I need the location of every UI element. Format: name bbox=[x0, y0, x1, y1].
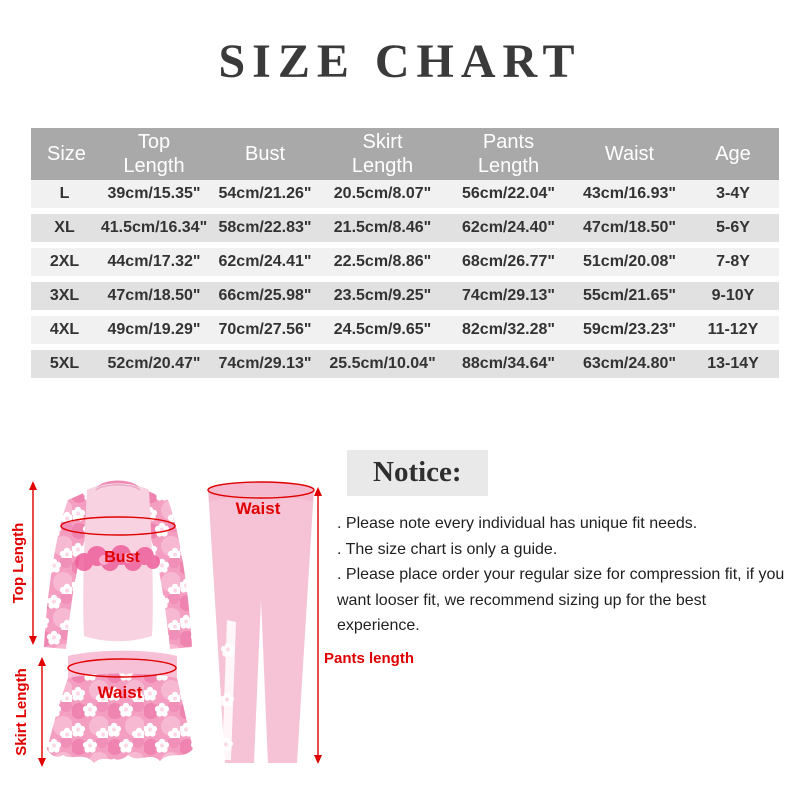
table-cell: 13-14Y bbox=[687, 350, 779, 384]
table-cell: 24.5cm/9.65" bbox=[320, 316, 445, 350]
table-cell: 74cm/29.13" bbox=[210, 350, 320, 384]
notice-section bbox=[337, 450, 793, 639]
header-row bbox=[31, 128, 779, 180]
table-cell: 49cm/19.29" bbox=[98, 316, 210, 350]
bust-label: Bust bbox=[104, 549, 140, 566]
table-cell: L bbox=[31, 180, 98, 214]
table-cell: 25.5cm/10.04" bbox=[320, 350, 445, 384]
skirt-waist-label: Waist bbox=[97, 683, 143, 702]
table-cell: 3XL bbox=[31, 282, 98, 316]
table-cell: 62cm/24.41" bbox=[210, 248, 320, 282]
notice-item: . Please place order your regular size for compression fit, if you want looser fit, we recommend sizing up for the best experience. bbox=[337, 566, 785, 634]
notice-body bbox=[337, 511, 793, 639]
table-row bbox=[31, 316, 779, 350]
pants-waist-label: Waist bbox=[235, 499, 281, 518]
table-cell: 56cm/22.04" bbox=[445, 180, 572, 214]
top-length-label: Top Length bbox=[10, 522, 27, 604]
table-cell: 21.5cm/8.46" bbox=[320, 214, 445, 248]
skirt-image bbox=[47, 651, 193, 763]
table-cell: 2XL bbox=[31, 248, 98, 282]
top-right-sleeve bbox=[148, 491, 192, 649]
table-row bbox=[31, 350, 779, 384]
table-cell: 11-12Y bbox=[687, 316, 779, 350]
skirt-length-label: Skirt Length bbox=[13, 668, 30, 756]
col-header-top-length: Top Length bbox=[98, 128, 210, 180]
table-cell: 68cm/26.77" bbox=[445, 248, 572, 282]
table-cell: XL bbox=[31, 214, 98, 248]
table-cell: 41.5cm/16.34" bbox=[98, 214, 210, 248]
table-cell: 52cm/20.47" bbox=[98, 350, 210, 384]
table-cell: 74cm/29.13" bbox=[445, 282, 572, 316]
table-cell: 5-6Y bbox=[687, 214, 779, 248]
notice-heading: Notice: bbox=[347, 450, 488, 496]
table-cell: 59cm/23.23" bbox=[572, 316, 687, 350]
col-header-pants-length: Pants Length bbox=[445, 128, 572, 180]
page-title: SIZE CHART bbox=[218, 35, 582, 88]
table-cell: 58cm/22.83" bbox=[210, 214, 320, 248]
table-cell: 55cm/21.65" bbox=[572, 282, 687, 316]
table-cell: 47cm/18.50" bbox=[572, 214, 687, 248]
table-cell: 82cm/32.28" bbox=[445, 316, 572, 350]
table-cell: 47cm/18.50" bbox=[98, 282, 210, 316]
table-cell: 9-10Y bbox=[687, 282, 779, 316]
col-header-age: Age bbox=[687, 128, 779, 180]
table-row bbox=[31, 282, 779, 316]
table-cell: 5XL bbox=[31, 350, 98, 384]
table-cell: 62cm/24.40" bbox=[445, 214, 572, 248]
notice-item: . The size chart is only a guide. bbox=[337, 540, 558, 558]
table-row bbox=[31, 214, 779, 248]
table-cell: 44cm/17.32" bbox=[98, 248, 210, 282]
table-cell: 3-4Y bbox=[687, 180, 779, 214]
table-cell: 43cm/16.93" bbox=[572, 180, 687, 214]
size-table-body bbox=[31, 180, 779, 384]
table-row bbox=[31, 180, 779, 214]
pants-length-label: Pants length bbox=[324, 650, 415, 667]
table-cell: 66cm/25.98" bbox=[210, 282, 320, 316]
size-table-header bbox=[31, 128, 779, 180]
size-table bbox=[31, 128, 779, 384]
table-cell: 22.5cm/8.86" bbox=[320, 248, 445, 282]
col-header-size: Size bbox=[31, 128, 98, 180]
table-cell: 88cm/34.64" bbox=[445, 350, 572, 384]
notice-item: . Please note every individual has unique fit needs. bbox=[337, 515, 698, 532]
table-cell: 51cm/20.08" bbox=[572, 248, 687, 282]
table-cell: 54cm/21.26" bbox=[210, 180, 320, 214]
table-row bbox=[31, 248, 779, 282]
table-cell: 7-8Y bbox=[687, 248, 779, 282]
leggings-image bbox=[208, 482, 314, 763]
col-header-waist: Waist bbox=[572, 128, 687, 180]
table-cell: 20.5cm/8.07" bbox=[320, 180, 445, 214]
col-header-bust: Bust bbox=[210, 128, 320, 180]
table-cell: 39cm/15.35" bbox=[98, 180, 210, 214]
table-cell: 23.5cm/9.25" bbox=[320, 282, 445, 316]
table-cell: 4XL bbox=[31, 316, 98, 350]
table-cell: 70cm/27.56" bbox=[210, 316, 320, 350]
table-cell: 63cm/24.80" bbox=[572, 350, 687, 384]
col-header-skirt-length: Skirt Length bbox=[320, 128, 445, 180]
